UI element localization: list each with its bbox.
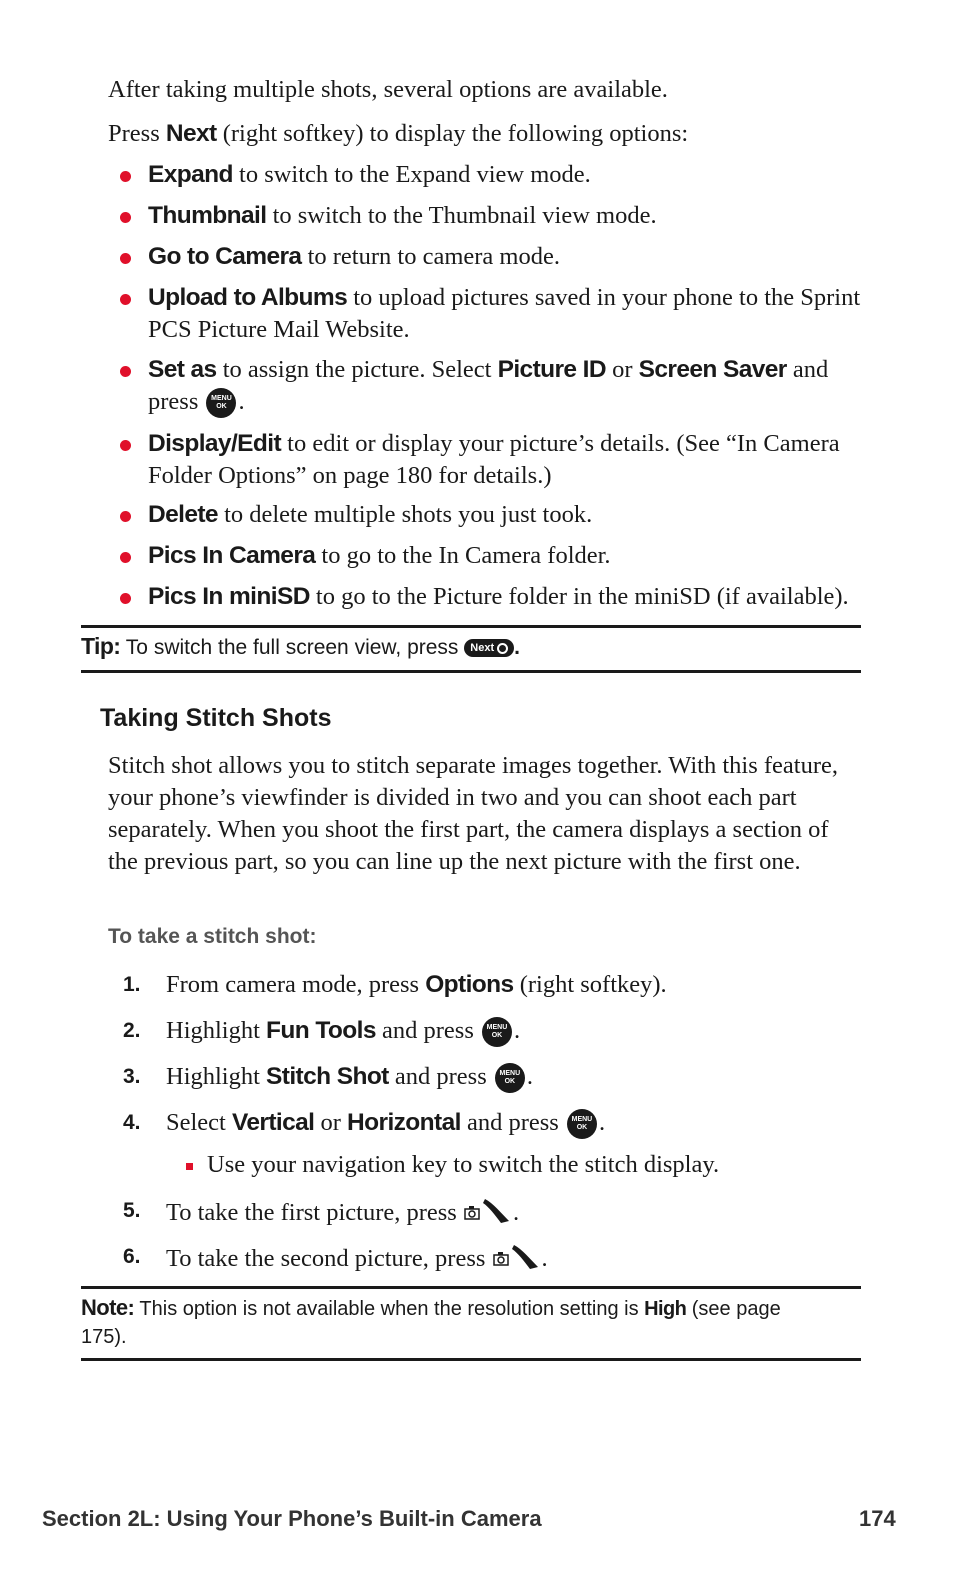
step-4-sub-bullet: Use your navigation key to switch the stitch display. (186, 1149, 719, 1181)
page-number: 174 (859, 1506, 896, 1531)
tip-top-rule (81, 625, 861, 628)
note: Note: This option is not available when the resolution setting is High (see page 175). (81, 1295, 781, 1348)
bullet-dot-icon (120, 171, 131, 182)
section-heading: Taking Stitch Shots (100, 704, 332, 732)
option-go-to-camera: Go to Camera to return to camera mode. (120, 241, 862, 273)
bullet-dot-icon (120, 593, 131, 604)
option-pics-in-minisd: Pics In miniSD to go to the Picture folder in the miniSD (if available). (120, 581, 862, 613)
step-6: 6. To take the second picture, press . (123, 1241, 863, 1280)
step-5: 5. To take the first picture, press . (123, 1195, 863, 1234)
bullet-dot-icon (120, 511, 131, 522)
bullet-dot-icon (120, 552, 131, 563)
bullet-dot-icon (120, 253, 131, 264)
bullet-dot-icon (120, 440, 131, 451)
bullet-dot-icon (120, 294, 131, 305)
camera-key-icon (492, 1241, 542, 1280)
note-bottom-rule (81, 1358, 861, 1361)
option-pics-in-camera: Pics In Camera to go to the In Camera folder. (120, 540, 862, 572)
option-upload-to-albums: Upload to Albums to upload pictures saved in your phone to the Sprint PCS Picture Mail Website. (120, 282, 862, 346)
next-softkey-label: Next (165, 120, 217, 147)
menu-ok-key-icon: MENU OK (567, 1109, 597, 1139)
footer-section-title: Section 2L: Using Your Phone’s Built-in Camera (42, 1506, 542, 1531)
camera-key-icon (463, 1195, 513, 1234)
option-display-edit: Display/Edit to edit or display your picture’s details. (See “In Camera Folder Options” on page 180 for details.) (120, 428, 862, 492)
tip: Tip: To switch the full screen view, press Next . (81, 633, 520, 659)
square-bullet-icon (186, 1163, 193, 1170)
option-delete: Delete to delete multiple shots you just took. (120, 499, 862, 531)
section-paragraph: Stitch shot allows you to stitch separate images together. With this feature, your phone’s viewfinder is divided in two and you can shoot each part separately. When you shoot the first part, the camera displays a section of the previous part, so you can line up the next picture with the first one. (108, 752, 839, 875)
step-1: 1. From camera mode, press Options (right softkey). (123, 971, 667, 998)
note-top-rule (81, 1286, 861, 1289)
menu-ok-key-icon: MENU OK (495, 1063, 525, 1093)
procedure-subhead: To take a stitch shot: (108, 925, 317, 948)
menu-ok-key-icon: MENU OK (206, 388, 236, 418)
option-expand: Expand to switch to the Expand view mode. (120, 159, 862, 191)
intro-line-1: After taking multiple shots, several options are available. (108, 76, 668, 103)
option-set-as: Set as to assign the picture. Select Picture ID or Screen Saver and press MENU OK . (120, 354, 862, 418)
menu-ok-key-icon: MENU OK (482, 1017, 512, 1047)
bullet-dot-icon (120, 366, 131, 377)
option-thumbnail: Thumbnail to switch to the Thumbnail view mode. (120, 200, 862, 232)
step-4: 4. Select Vertical or Horizontal and press MENU OK . (123, 1107, 863, 1139)
step-2: 2. Highlight Fun Tools and press MENU OK . (123, 1015, 863, 1047)
next-key-icon: Next (464, 639, 514, 657)
bullet-dot-icon (120, 212, 131, 223)
tip-bottom-rule (81, 670, 861, 673)
intro-line-2: Press Next (right softkey) to display the following options: (108, 120, 689, 147)
step-3: 3. Highlight Stitch Shot and press MENU OK . (123, 1061, 863, 1093)
